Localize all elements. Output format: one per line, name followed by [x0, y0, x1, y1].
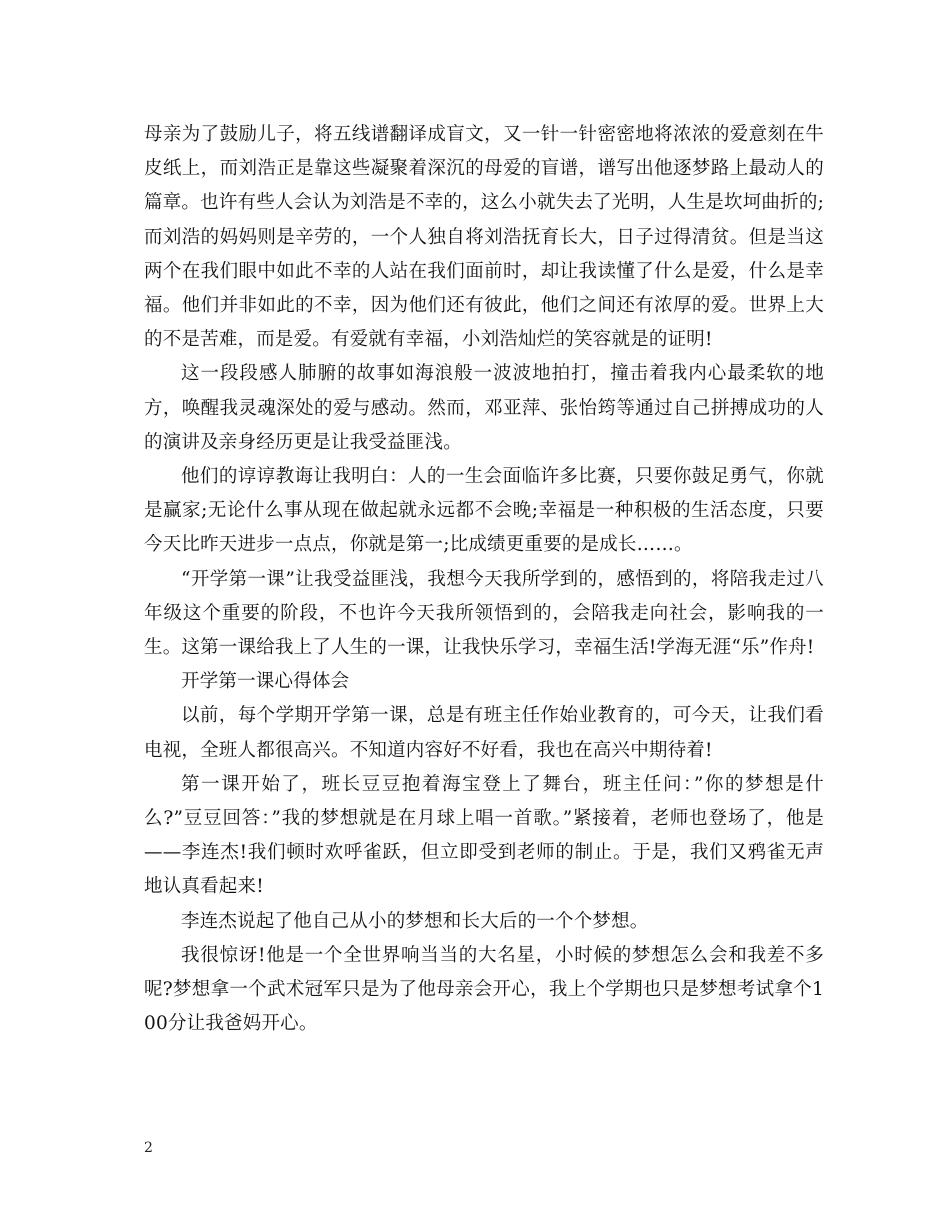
paragraph-2: 这一段段感人肺腑的故事如海浪般一波波地拍打，撞击着我内心最柔软的地方，唤醒我灵魂深处的爱与感动。然而，邓亚萍、张怡筠等通过自己拼搏成功的人的演讲及亲身经历更是让我受益匪浅。 [144, 363, 824, 453]
paragraph-4: “开学第一课”让我受益匪浅，我想今天我所学到的，感悟到的，将陪我走过八年级这个重要的阶段，不也许今天我所领悟到的，会陪我走向社会，影响我的一生。这第一课给我上了人生的一课，让我快乐学习，幸福生活!学海无涯“乐”作舟! [144, 568, 824, 659]
paragraph-8: 我很惊讶!他是一个全世界响当当的大名星，小时候的梦想怎么会和我差不多呢?梦想拿一个武术冠军只是为了他母亲会开心，我上个学期也只是梦想考试拿个100分让我爸妈开心。 [144, 944, 824, 1035]
paragraph-3: 他们的谆谆教诲让我明白：人的一生会面临许多比赛，只要你鼓足勇气，你就是赢家;无论什么事从现在做起就永远都不会晚;幸福是一种积极的生活态度，只要今天比昨天进步一点点，你就是第一;比成绩更重要的是成长……。 [144, 466, 824, 556]
section-heading: 开学第一课心得体会 [181, 671, 350, 693]
paragraph-7: 李连杰说起了他自己从小的梦想和长大后的一个个梦想。 [181, 910, 649, 932]
document-body [144, 118, 824, 1041]
paragraph-6: 第一课开始了，班长豆豆抱着海宝登上了舞台，班主任问：”你的梦想是什么?”豆豆回答：”我的梦想就是在月球上唱一首歌。”紧接着，老师也登场了，他是——李连杰!我们顿时欢呼雀跃，但立即受到老师的制止。于是，我们又鸦雀无声地认真看起来! [144, 773, 824, 898]
paragraph-1: 母亲为了鼓励儿子，将五线谱翻译成盲文，又一针一针密密地将浓浓的爱意刻在牛皮纸上，而刘浩正是靠这些凝聚着深沉的母爱的盲谱，谱写出他逐梦路上最动人的篇章。也许有些人会认为刘浩是不幸的，这么小就失去了光明，人生是坎坷曲折的;而刘浩的妈妈则是辛劳的，一个人独自将刘浩抚育长大，日子过得清贫。但是当这两个在我们眼中如此不幸的人站在我们面前时，却让我读懂了什么是爱，什么是幸福。他们并非如此的不幸，因为他们还有彼此，他们之间还有浓厚的爱。世界上大的不是苦难，而是爱。有爱就有幸福，小刘浩灿烂的笑容就是的证明! [144, 124, 824, 351]
page-number: 2 [144, 1140, 153, 1156]
paragraph-5: 以前，每个学期开学第一课，总是有班主任作始业教育的，可今天，让我们看电视，全班人都很高兴。不知道内容好不好看，我也在高兴中期待着! [144, 705, 824, 761]
